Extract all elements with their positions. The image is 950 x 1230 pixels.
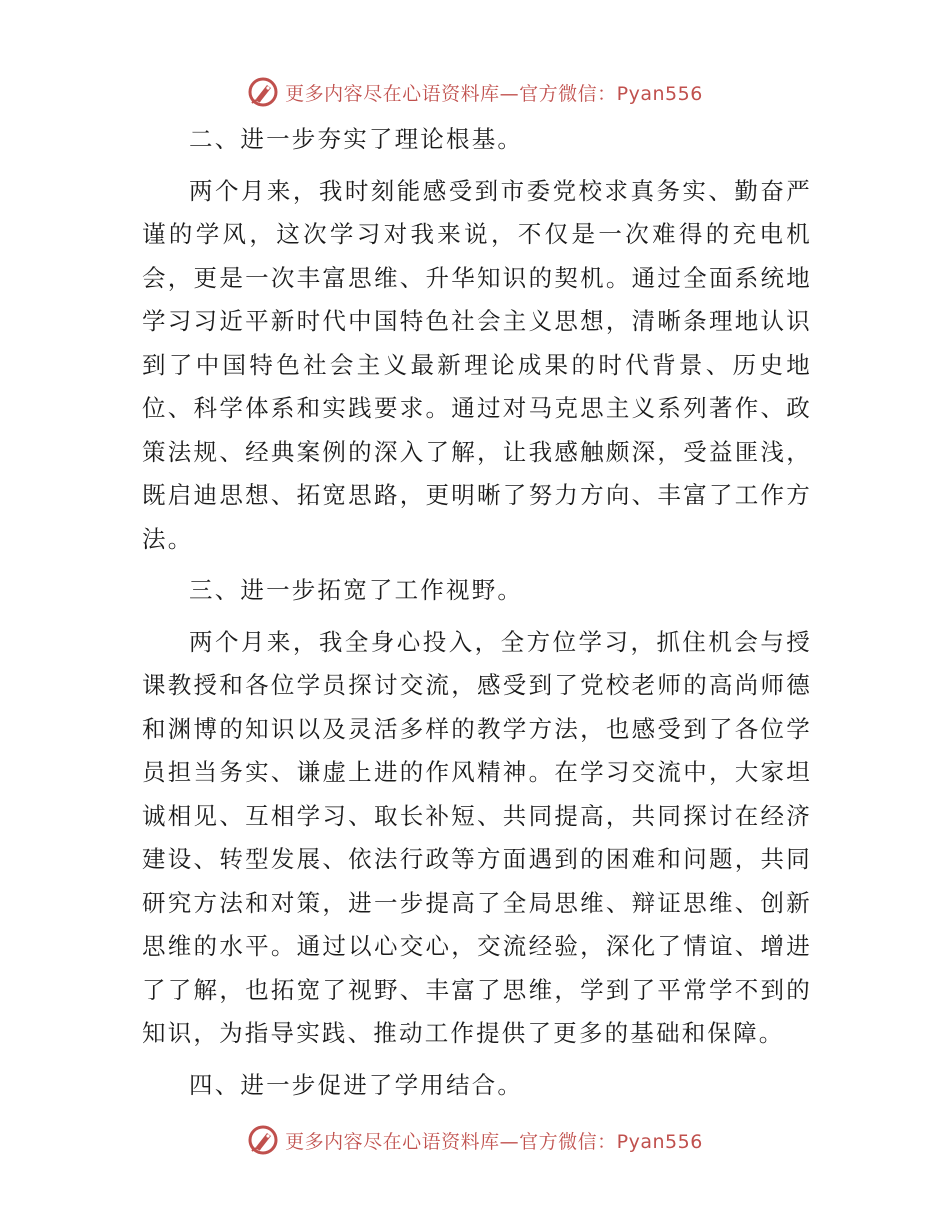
body-paragraph-1: 两个月来，我时刻能感受到市委党校求真务实、勤奋严谨的学风，这次学习对我来说，不仅是一次难得的充电机会，更是一次丰富思维、升华知识的契机。通过全面系统地学习习近平新时代中国特色社会主义思想，清晰条理地认识到了中国特色社会主义最新理论成果的时代背景、历史地位、科学体系和实践要求。通过对马克思主义系列著作、政策法规、经典案例的深入了解，让我感触颇深，受益匪浅，既启迪思想、拓宽思路，更明晰了努力方向、丰富了工作方法。 bbox=[142, 176, 812, 553]
section-heading-3: 三、进一步拓宽了工作视野。 bbox=[189, 576, 524, 604]
document-body bbox=[142, 118, 812, 1115]
body-paragraph-2: 两个月来，我全身心投入，全方位学习，抓住机会与授课教授和各位学员探讨交流，感受到了党校老师的高尚师德和渊博的知识以及灵活多样的教学方法，也感受到了各位学员担当务实、谦虚上进的作风精神。在学习交流中，大家坦诚相见、互相学习、取长补短、共同提高，共同探讨在经济建设、转型发展、依法行政等方面遇到的困难和问题，共同研究方法和对策，进一步提高了全局思维、辩证思维、创新思维的水平。通过以心交心，交流经验，深化了情谊、增进了了解，也拓宽了视野、丰富了思维，学到了平常学不到的知识，为指导实践、推动工作提供了更多的基础和保障。 bbox=[142, 627, 812, 1047]
footer-banner bbox=[0, 1120, 950, 1160]
pen-nib-logo-icon bbox=[247, 1124, 279, 1156]
header-banner bbox=[0, 72, 950, 112]
section-heading-4: 四、进一步促进了学用结合。 bbox=[189, 1070, 524, 1099]
footer-banner-text: 更多内容尽在心语资料库—官方微信：Pyan556 bbox=[285, 1130, 703, 1153]
pen-nib-logo-icon bbox=[247, 76, 279, 108]
section-heading-2: 二、进一步夯实了理论根基。 bbox=[189, 125, 524, 153]
header-banner-text: 更多内容尽在心语资料库—官方微信：Pyan556 bbox=[285, 82, 703, 105]
